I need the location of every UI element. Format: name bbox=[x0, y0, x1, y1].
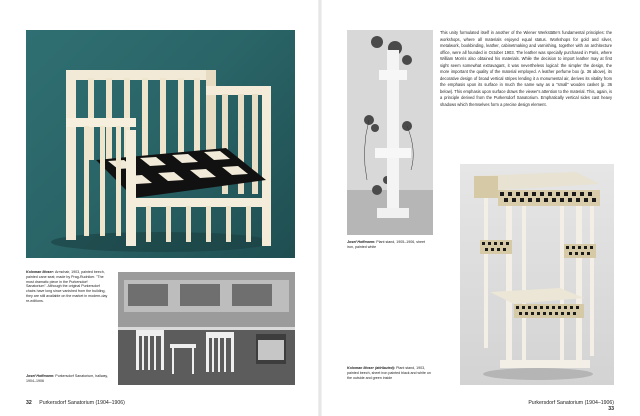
plant-stand-2-caption bbox=[347, 366, 433, 380]
plant-stand-2-caption-text: Plant stand, 1903, painted beech, sheet iron painted black and white on the outside and green inside bbox=[347, 366, 431, 380]
right-page-number: 33 bbox=[608, 406, 614, 412]
body-text: This unity formulated itself in another of the Wiener Werkstätte's fundamental principles: the workshops, where all materials enjoyed equal status. Workshops for gold and silver, metalwork, bookbinding, leather, cabinetmaking and varnishing, together with an architecture office, were all founded in October 1903. The leather was specially purchased in Paris, where William Morris also obtained his materials. While the decision to import leather may at first sight seem somewhat extravagant, it was nevertheless logical: the simpler the design, the more important the quality of the material employed. A leather perfume box (p. 36 above), its decorative design of broad vertical stripes lending it a monumental air, derives its vitality from the emphasis upon its surface in much the same way as a "small" wooden casket (p. 36 below). This emphasis upon surface draws the viewer's attention to the material. This, again, is a principle derived from the Purkersdorf Sanatorium. Emphatically vertical sides cast heavy shadows which themselves form a precise design element. bbox=[440, 30, 612, 108]
armchair-photo bbox=[26, 30, 295, 258]
plant-stand-2-caption-credit: Koloman Moser (attributed): bbox=[347, 366, 396, 370]
book-gutter bbox=[318, 0, 322, 416]
plant-stand-1-caption-credit: Josef Hoffmann: bbox=[347, 240, 376, 244]
plant-stand-1-caption-text: Plant stand, 1905–1906, sheet iron, painted white bbox=[347, 240, 426, 249]
hallway-caption-text: Purkersdorf Sanatorium, hallway, 1904–1906 bbox=[26, 374, 108, 383]
armchair-caption-text: Armchair, 1903, painted beech, painted cane seat; made by Prag-Rudniker. "The most dramatic piece in the Purkersdorf Sanatorium". Although the original Purkersdorf chairs have long since vanished from the building, they are still available on the market in modern-day re-editions. bbox=[26, 270, 108, 303]
plant-stand-1-caption bbox=[347, 240, 433, 250]
hallway-caption-credit: Josef Hoffmann: bbox=[26, 374, 55, 378]
armchair-caption bbox=[26, 270, 108, 304]
plant-stand-photo-1 bbox=[347, 30, 433, 235]
right-running-title: Purkersdorf Sanatorium (1904–1906) bbox=[528, 400, 614, 406]
right-footer bbox=[520, 400, 614, 412]
left-footer bbox=[26, 400, 125, 406]
plant-stand-photo-2 bbox=[460, 164, 614, 385]
left-running-title: Purkersdorf Sanatorium (1904–1906) bbox=[39, 400, 125, 406]
hallway-photo bbox=[118, 272, 295, 385]
hallway-caption bbox=[26, 374, 108, 384]
armchair-caption-credit: Koloman Moser: bbox=[26, 270, 55, 274]
left-page-number: 32 bbox=[26, 400, 32, 406]
